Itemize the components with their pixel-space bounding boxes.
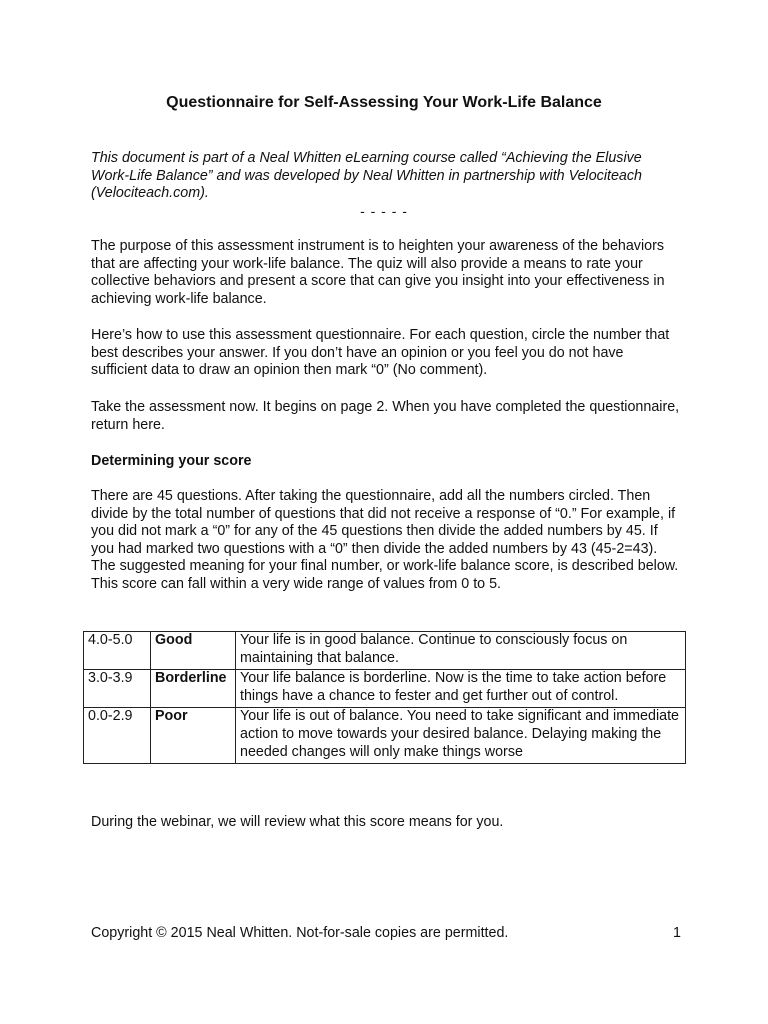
- score-rating-cell: Poor: [151, 708, 236, 764]
- webinar-note: During the webinar, we will review what this score means for you.: [91, 814, 504, 830]
- score-meaning-cell: Your life is out of balance. You need to take significant and immediate action to move towards your desired balance. Delaying making the needed changes will only make things worse: [236, 708, 686, 764]
- score-range-cell: 4.0-5.0: [84, 632, 151, 670]
- score-range-cell: 3.0-3.9: [84, 670, 151, 708]
- score-rating-cell: Borderline: [151, 670, 236, 708]
- purpose-paragraph: The purpose of this assessment instrument is to heighten your awareness of the behaviors that are affecting your work-life balance. The quiz will also provide a means to rate your collective behaviors and present a score that can give you insight into your effectiveness in achieving work-life balance.: [91, 238, 665, 307]
- page-footer: [91, 924, 681, 942]
- score-meaning-cell: Your life is in good balance. Continue to consciously focus on maintaining that balance.: [236, 632, 686, 670]
- document-title: Questionnaire for Self-Assessing Your Work-Life Balance: [166, 94, 602, 111]
- score-table: [83, 631, 686, 764]
- score-meaning-cell: Your life balance is borderline. Now is the time to take action before things have a chance to fester and get further out of control.: [236, 670, 686, 708]
- intro-paragraph: This document is part of a Neal Whitten eLearning course called “Achieving the Elusive Work-Life Balance” and was developed by Neal Whitten in partnership with Velociteach (Velociteach.com).: [91, 150, 642, 202]
- score-range-cell: 0.0-2.9: [84, 708, 151, 764]
- copyright-text: Copyright © 2015 Neal Whitten. Not-for-sale copies are permitted.: [91, 925, 509, 941]
- table-row: [84, 670, 686, 708]
- score-heading: Determining your score: [91, 453, 252, 469]
- score-rating-cell: Good: [151, 632, 236, 670]
- page-number: 1: [673, 925, 681, 941]
- score-explanation-paragraph: There are 45 questions. After taking the questionnaire, add all the numbers circled. Then divide by the total number of questions that did not receive a response of “0.” For example, if you did not mark a “0” for any of the 45 questions then divide the added numbers by 45. If you had marked two questions with a “0” then divide the added numbers by 43 (45-2=43). The suggested meaning for your final number, or work-life balance score, is described below. This score can fall within a very wide range of values from 0 to 5.: [91, 488, 679, 592]
- table-row: [84, 708, 686, 764]
- section-separator: - - - - -: [360, 203, 408, 219]
- take-assessment-paragraph: Take the assessment now. It begins on page 2. When you have completed the questionnaire, return here.: [91, 399, 680, 433]
- instructions-paragraph: Here’s how to use this assessment questionnaire. For each question, circle the number that best describes your answer. If you don’t have an opinion or you feel you do not have sufficient data to draw an opinion then mark “0” (No comment).: [91, 327, 670, 379]
- table-row: [84, 632, 686, 670]
